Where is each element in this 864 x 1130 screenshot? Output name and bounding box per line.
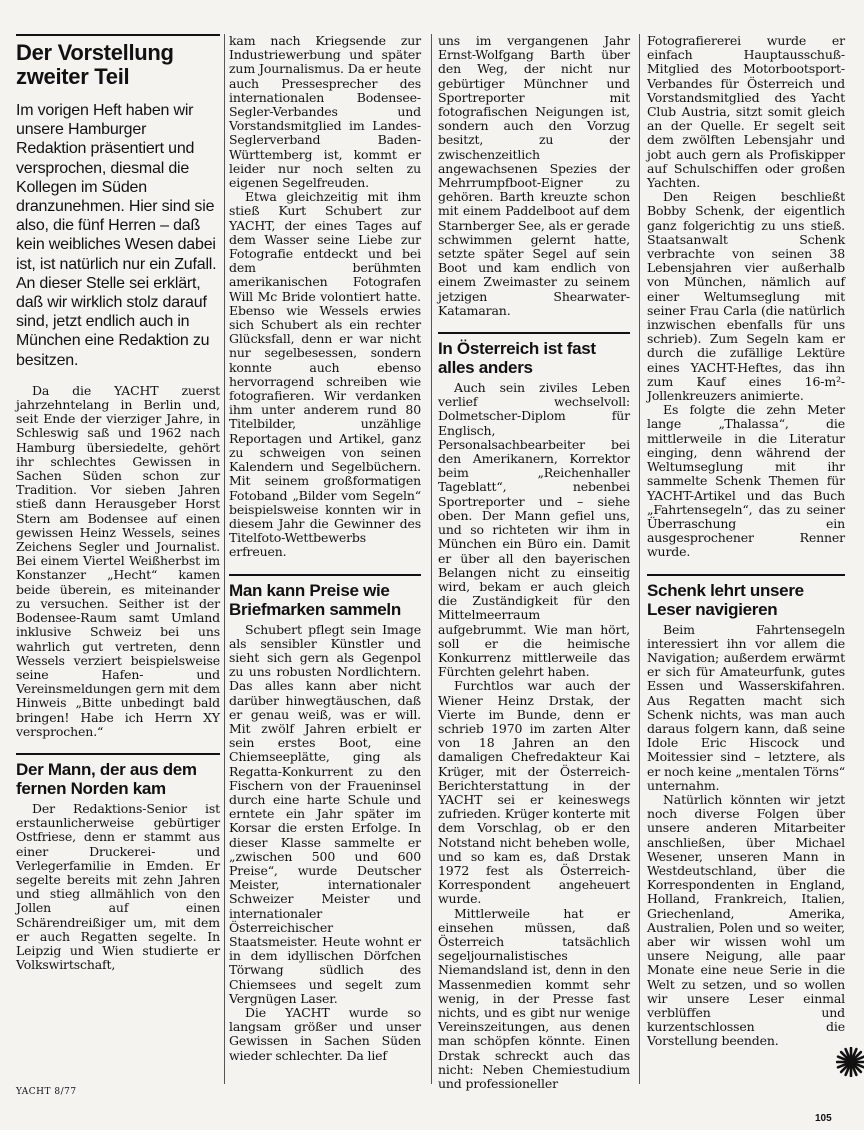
spacer <box>16 739 220 753</box>
column-4 <box>647 34 845 1049</box>
body-paragraph: Der Redaktions-Senior ist erstaunlicherweise gebürtiger Ostfriese, denn er stammt aus einer Druckerei- und Verlegerfamilie in Emden. Er segelte bereits mit zehn Jahren und stieg allmählich von den Jollen auf einen Schärendreißiger um, mit dem er auch Regatten segelte. In Leipzig und Wien studierte er Volkswirtschaft, <box>16 800 220 973</box>
body-paragraph: kam nach Kriegsende zur Industriewerbung und später zum Journalismus. Da er heute auch Pressesprecher des internationalen Bodensee-Segler-Verbandes und Vorstandsmitglied im Landes-Seglerverband Baden-Württemberg ist, kommt er leider nur noch selten zu eigenen Segelfreuden. <box>229 33 421 191</box>
body-paragraph: uns im vergangenen Jahr Ernst-Wolfgang Barth über den Weg, der nicht nur gebürtiger Münchner und Sportreporter mit fotografischen Neigungen ist, sondern auch den Vorzug besitzt, zu der zwischenzeitlich angewachsenen Spezies der Mehrrumpfboot-Eigner zu gehören. Barth kreuzte schon mit einem Paddelboot auf dem Starnberger See, als er gerade schwimmen gelernt hatte, setzte später Segel auf sein Boot und kam endlich von einem Zweimaster zu seinem jetzigen Shearwater-Katamaran. <box>438 33 631 318</box>
body-paragraph: Da die YACHT zuerst jahrzehntelang in Berlin und, seit Ende der vierziger Jahre, in Schleswig saß und 1962 nach Hamburg übersiedelte, gehört ihr schlechtes Gewissen in Sachen Süden schon zur Tradition. Vor sieben Jahren stieß dann Herausgeber Horst Stern am Bodensee auf einen gewissen Heinz Wessels, seines Zeichens Segler und Journalist. Bei einem Viertel Weißherbst im Konstanzer „Hecht“ kamen beide überein, es miteinander zu versuchen. Seither ist der Bodensee-Raum samt Umland inklusive Schweiz bei uns wahrlich gut vertreten, denn Wessels verziert beispielsweise seine Hafen- und Vereinsmeldungen gern mit dem Hinweis „Bitte unbedingt bald bringen! Habe ich Herrn XY versprochen.“ <box>16 382 220 739</box>
column-3 <box>438 34 630 1091</box>
body-paragraph: Fotografiererei wurde er einfach Hauptausschuß-Mitglied des Motorbootsport-Verbandes für Österreich und Vorstandsmitglied des Yacht Club Austria, sitzt somit gleich an der Quelle. Er segelt seit dem zwölften Lebensjahr und jobt auch gern als Profiskipper auf Schulschiffen oder großen Yachten. <box>647 33 845 191</box>
section-heading: In Österreich ist fast alles anders <box>438 339 596 378</box>
intro-paragraph: Im vorigen Heft haben wir unsere Hamburger Redaktion präsentiert und versprochen, diesmal die Kollegen im Süden dranzunehmen. Hier sind sie also, die fünf Herren – daß kein weibliches Wesen dabei ist, ist natürlich nur ein Zufall. An dieser Stelle sei erklärt, daß wir wirklich stolz darauf sind, jetzt endlich auch in München eine Redaktion zu besitzen. <box>16 102 217 369</box>
section-heading: Man kann Preise wie Briefmarken sammeln <box>229 580 401 619</box>
column-2 <box>229 34 421 1063</box>
body-paragraph: Beim Fahrtensegeln interessiert ihn vor allem die Navigation; außerdem erwärmt er sich für Amateurfunk, gutes Essen und Wasserskifahren. Aus Regatten macht sich Schenk nichts, was man auch daraus folgern kann, daß seine Idole Eric Hiscock und Moitessier sind – letztere, als er noch keine „mentalen Törns“ unternahm. <box>647 621 845 793</box>
column-divider <box>224 34 225 1084</box>
body-paragraph: Die YACHT wurde so langsam größer und unser Gewissen in Sachen Süden wieder schlechter. Da lief <box>229 1005 421 1063</box>
body-paragraph: Etwa gleichzeitig mit ihm stieß Kurt Schubert zur YACHT, der eines Tages auf dem Wasser seine Liebe zur Fotografie entdeckt und bei dem berühmten amerikanischen Fotografen Will Mc Bride volontiert hatte. Ebenso wie Wessels erwies sich Schubert als ein rechter Glücksfall, denn er war nicht nur segelbesessen, sondern konnte auch ebenso hervorragend schreiben wie fotografieren. Wir verdanken ihm unter anderem rund 80 Titelbilder, unzählige Reportagen und Artikel, ganz zu schweigen von seinen Kalendern und Segelbüchern. Mit seinem großformatigen Fotoband „Bilder vom Segeln“ beispielsweise konnten wir in diesem Jahr die Gewinner des Titelfoto-Wettbewerbs erfreuen. <box>229 189 421 560</box>
sun-ornament-icon <box>836 1047 864 1077</box>
article-title: Der Vorstellung zweiter Teil <box>16 40 174 89</box>
heading-rule <box>16 34 220 36</box>
column-1 <box>16 34 220 972</box>
spacer <box>438 318 630 332</box>
heading-rule <box>647 574 845 576</box>
heading-rule <box>438 332 630 334</box>
body-paragraph: Auch sein ziviles Leben verlief wechselvoll: Dolmetscher-Diplom für Englisch, Personalsachbearbeiter bei den Amerikanern, Korrektor beim „Reichenhaller Tageblatt“, nebenbei Sportreporter und – siehe oben. Der Mann gefiel uns, und so richteten wir ihm in München ein Büro ein. Damit er über all den bayerischen Belangen nicht zu einseitig wird, bekam er auch gleich die Zuständigkeit für den Mittelmeerraum aufgebrummt. Wie man hört, soll er die heimische Konkurrenz mittlerweile das Fürchten gelehrt haben. <box>438 380 630 680</box>
section-heading: Schenk lehrt unsere Leser navigieren <box>647 580 804 619</box>
body-paragraph: Den Reigen beschließt Bobby Schenk, der eigentlich ganz folgerichtig zu uns stieß. Staatsanwalt Schenk verbrachte von seinen 38 Lebensjahren vier außerhalb von München, nämlich auf einer Weltumseglung mit seiner Frau Carla (die natürlich inzwischen ebenfalls für uns schrieb). Zum Segeln kam er durch die zufällige Lektüre eines YACHT-Heftes, das ihn zum Kauf eines 16-m²-Jollenkreuzers animierte. <box>647 189 845 404</box>
body-paragraph: Es folgte die zehn Meter lange „Thalassa“, die mittlerweile in die Literatur einging, denn während der Weltumseglung mit ihr sammelte Schenk Themen für YACHT-Artikel und das Buch „Fahrtensegeln“, das zu seiner Überraschung ein ausgesprochener Renner wurde. <box>647 402 845 560</box>
body-paragraph: Furchtlos war auch der Wiener Heinz Drstak, der Vierte im Bunde, denn er schrieb 1970 im zarten Alter von 18 Jahren an den damaligen Chefredakteur Kai Krüger, mit der Österreich-Berichterstattung in der YACHT sei er keineswegs zufrieden. Krüger konterte mit dem Vorschlag, ob er den Notstand nicht beheben wolle, und so kam es, daß Drstak 1972 fest als Österreich-Korrespondent angeheuert wurde. <box>438 678 630 907</box>
section-heading: Der Mann, der aus dem fernen Norden kam <box>16 759 197 798</box>
spacer <box>647 560 845 574</box>
heading-rule <box>229 574 421 576</box>
body-paragraph: Mittlerweile hat er einsehen müssen, daß Österreich tatsächlich segeljournalistisches Niemandsland ist, denn in den Massenmedien kommt sehr wenig, in der Presse fast nichts, und es gibt nur wenige Vereinszeitungen, aus denen man schöpfen könnte. Einen Drstak schreckt auch das nicht: Neben Chemiestudium und professioneller <box>438 905 630 1092</box>
spacer <box>16 370 220 384</box>
column-divider <box>431 34 432 1084</box>
page-number: 105 <box>815 1113 832 1124</box>
magazine-issue: YACHT 8/77 <box>16 1087 77 1097</box>
body-paragraph: Natürlich könnten wir jetzt noch diverse Folgen über unsere anderen Mitarbeiter anschließen, über Michael Wesener, unseren Mann in Westdeutschland, über die Korrespondenten in England, Holland, Frankreich, Italien, Griechenland, Amerika, Australien, Polen und so weiter, aber wir wissen wohl um unsere Neigung, alle paar Monate eine neue Serie in die Welt zu setzen, und so wollen wir unsere Leser einmal verblüffen und kurzentschlossen die Vorstellung beenden. <box>647 791 845 1049</box>
spacer <box>229 560 421 574</box>
body-paragraph: Schubert pflegt sein Image als sensibler Künstler und sieht sich gern als Gegenpol zu uns robusten Nordlichtern. Das alles kann aber nicht darüber hinwegtäuschen, daß er genau weiß, was er will. Mit zwölf Jahren erbielt er sein erstes Boot, eine Chiemseeplätte, ging als Regatta-Konkurrent zu den Fischern von der Fraueninsel durch eine harte Schule und erntete ein Jahr später im Korsar die ersten Erfolge. In dieser Klasse sammelte er „zwischen 500 und 600 Preise“, wurde Deutscher Meister, internationaler Schweizer Meister und internationaler Österreichischer Staatsmeister. Heute wohnt er in dem idyllischen Dörfchen Törwang südlich des Chiemsees und segelt zum Vergnügen Laser. <box>229 621 421 1006</box>
heading-rule <box>16 753 220 755</box>
column-divider <box>639 34 640 1084</box>
